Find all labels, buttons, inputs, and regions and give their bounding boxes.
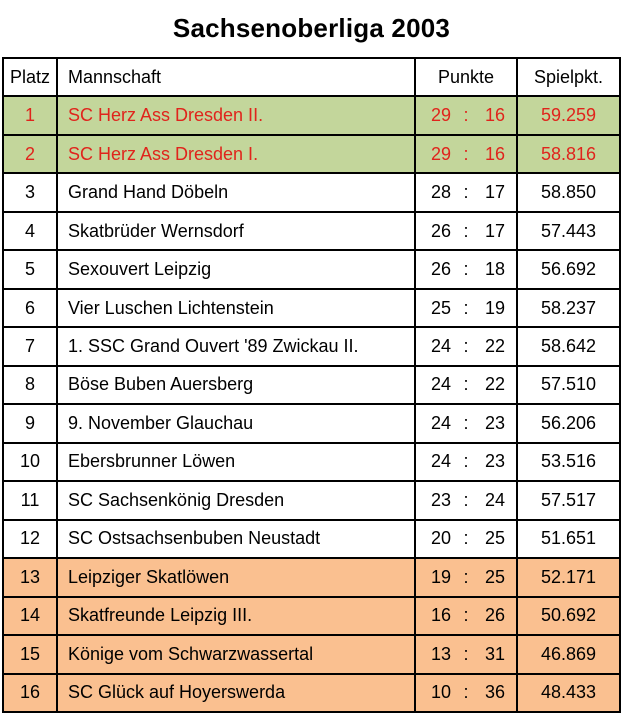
points-separator: : [463,489,469,510]
points-cell [416,251,518,287]
points-separator: : [463,336,469,357]
points-separator: : [463,682,469,703]
standings-table [2,57,621,713]
rank-cell: 6 [4,290,58,326]
rank-cell: 16 [4,675,58,711]
team-cell: SC Glück auf Hoyerswerda [58,675,416,711]
team-cell: SC Ostsachsenbuben Neustadt [58,521,416,557]
table-row [4,559,619,597]
points-cell [416,97,518,133]
points-separator: : [463,220,469,241]
points-separator: : [463,259,469,280]
table-row [4,521,619,559]
points-cell [416,675,518,711]
rank-cell: 1 [4,97,58,133]
team-cell: SC Herz Ass Dresden I. [58,136,416,172]
header-mannschaft: Mannschaft [58,59,416,95]
table-row [4,675,619,711]
points-lost: 22 [484,374,505,395]
table-row [4,251,619,289]
header-punkte: Punkte [416,59,518,95]
team-cell: Böse Buben Auersberg [58,367,416,403]
points-cell [416,559,518,595]
points-separator: : [463,412,469,433]
points-won: 26 [430,259,451,280]
points-lost: 23 [484,451,505,472]
points-cell [416,136,518,172]
table-header-row [4,59,619,97]
points-separator: : [463,605,469,626]
points-won: 24 [430,374,451,395]
table-row [4,405,619,443]
rank-cell: 8 [4,367,58,403]
team-cell: Sexouvert Leipzig [58,251,416,287]
rank-cell: 14 [4,598,58,634]
points-separator: : [463,566,469,587]
gamepoints-cell: 56.206 [540,412,597,433]
points-lost: 24 [484,489,505,510]
table-row [4,328,619,366]
points-won: 19 [430,566,451,587]
gamepoints-cell: 58.642 [540,336,597,357]
table-row [4,482,619,520]
team-cell: Skatfreunde Leipzig III. [58,598,416,634]
rank-cell: 5 [4,251,58,287]
table-row [4,213,619,251]
team-cell: Könige vom Schwarzwassertal [58,636,416,672]
team-cell: 9. November Glauchau [58,405,416,441]
team-cell: SC Herz Ass Dresden II. [58,97,416,133]
rank-cell: 11 [4,482,58,518]
points-lost: 17 [484,220,505,241]
rank-cell: 7 [4,328,58,364]
rank-cell: 3 [4,174,58,210]
points-won: 29 [430,143,451,164]
points-cell [416,367,518,403]
points-won: 28 [430,182,451,203]
rank-cell: 13 [4,559,58,595]
gamepoints-cell: 52.171 [540,566,597,587]
table-row [4,97,619,135]
points-lost: 25 [484,528,505,549]
points-cell [416,405,518,441]
points-cell [416,636,518,672]
gamepoints-cell: 51.651 [540,528,597,549]
table-row [4,290,619,328]
rank-cell: 10 [4,444,58,480]
rank-cell: 2 [4,136,58,172]
points-lost: 16 [484,143,505,164]
gamepoints-cell: 46.869 [540,643,597,664]
rank-cell: 12 [4,521,58,557]
team-cell: Ebersbrunner Löwen [58,444,416,480]
gamepoints-cell: 58.850 [540,182,597,203]
rank-cell: 9 [4,405,58,441]
points-cell [416,598,518,634]
points-separator: : [463,105,469,126]
gamepoints-cell: 59.259 [540,105,597,126]
table-row [4,136,619,174]
points-separator: : [463,182,469,203]
points-won: 25 [430,297,451,318]
points-won: 23 [430,489,451,510]
gamepoints-cell: 53.516 [540,451,597,472]
team-cell: 1. SSC Grand Ouvert '89 Zwickau II. [58,328,416,364]
points-separator: : [463,451,469,472]
points-won: 24 [430,412,451,433]
table-row [4,174,619,212]
table-row [4,367,619,405]
points-lost: 36 [484,682,505,703]
header-spielpkt: Spielpkt. [533,66,604,87]
points-won: 10 [430,682,451,703]
table-row [4,636,619,674]
table-row [4,444,619,482]
points-cell [416,444,518,480]
points-lost: 22 [484,336,505,357]
points-won: 24 [430,451,451,472]
points-separator: : [463,528,469,549]
gamepoints-cell: 57.517 [540,489,597,510]
points-won: 16 [430,605,451,626]
points-cell [416,213,518,249]
points-lost: 19 [484,297,505,318]
points-won: 26 [430,220,451,241]
points-separator: : [463,374,469,395]
points-lost: 26 [484,605,505,626]
team-cell: SC Sachsenkönig Dresden [58,482,416,518]
header-platz: Platz [4,59,58,95]
points-won: 24 [430,336,451,357]
points-cell [416,174,518,210]
gamepoints-cell: 56.692 [540,259,597,280]
gamepoints-cell: 57.443 [540,220,597,241]
points-lost: 18 [484,259,505,280]
rank-cell: 15 [4,636,58,672]
points-cell [416,482,518,518]
points-won: 20 [430,528,451,549]
team-cell: Grand Hand Döbeln [58,174,416,210]
team-cell: Leipziger Skatlöwen [58,559,416,595]
points-lost: 17 [484,182,505,203]
gamepoints-cell: 58.237 [540,297,597,318]
gamepoints-cell: 48.433 [540,682,597,703]
team-cell: Skatbrüder Wernsdorf [58,213,416,249]
points-separator: : [463,297,469,318]
gamepoints-cell: 57.510 [540,374,597,395]
points-separator: : [463,143,469,164]
points-cell [416,328,518,364]
rank-cell: 4 [4,213,58,249]
points-won: 13 [430,643,451,664]
gamepoints-cell: 58.816 [540,143,597,164]
points-won: 29 [430,105,451,126]
points-cell [416,521,518,557]
points-lost: 31 [484,643,505,664]
points-lost: 25 [484,566,505,587]
gamepoints-cell: 50.692 [540,605,597,626]
points-cell [416,290,518,326]
points-lost: 16 [484,105,505,126]
points-separator: : [463,643,469,664]
table-row [4,598,619,636]
points-lost: 23 [484,412,505,433]
page-title: Sachsenoberliga 2003 [172,13,451,43]
team-cell: Vier Luschen Lichtenstein [58,290,416,326]
